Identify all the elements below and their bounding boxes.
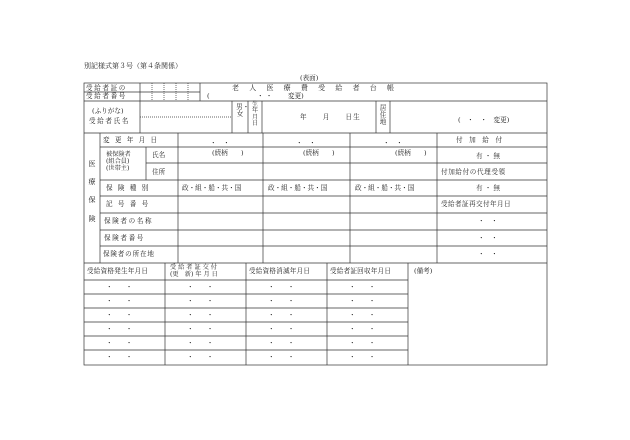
change-date-3[interactable]: ・ ・ [383, 139, 403, 147]
insured-label-2: (組合員) [106, 158, 130, 165]
history-date-cell[interactable]: ・ ・ [268, 325, 295, 333]
card-return-header: 受給者証回収年月日 [330, 267, 392, 275]
kind-options-2[interactable]: 政・組・船・共・国 [268, 184, 328, 192]
history-date-cell[interactable]: ・ ・ [187, 297, 214, 305]
reissue-date-1[interactable]: ・ ・ [478, 217, 498, 225]
insured-name-label: 氏名 [152, 151, 166, 159]
form-caption: 別記様式第３号（第４条関係） [84, 62, 182, 70]
history-date-cell[interactable]: ・ ・ [349, 325, 376, 333]
history-date-cell[interactable]: ・ ・ [268, 297, 295, 305]
cert-label-1: 受給者証の [86, 84, 127, 92]
history-date-cell[interactable]: ・ ・ [187, 353, 214, 361]
history-date-cell[interactable]: ・ ・ [106, 353, 133, 361]
proxy-yes-no[interactable]: 有 ・ 無 [476, 184, 500, 192]
ledger-title: 老 人 医 療 費 受 給 者 台 帳 [232, 84, 399, 92]
history-date-cell[interactable]: ・ ・ [349, 339, 376, 347]
medical-insurance-label: 医療保険 [88, 160, 96, 223]
issue-date-header-2: (更 新) 年 月 日 [170, 271, 218, 278]
reissue-date-3[interactable]: ・ ・ [478, 250, 498, 258]
reissue-date-2[interactable]: ・ ・ [478, 234, 498, 242]
history-date-cell[interactable]: ・ ・ [187, 339, 214, 347]
insured-label-1: 被保険者 [106, 151, 131, 158]
history-date-cell[interactable]: ・ ・ [349, 311, 376, 319]
history-date-cell[interactable]: ・ ・ [187, 311, 214, 319]
history-date-cell[interactable]: ・ ・ [349, 353, 376, 361]
history-date-cell[interactable]: ・ ・ [268, 283, 295, 291]
insurer-address-label: 保険者の所在地 [103, 250, 155, 258]
history-date-cell[interactable]: ・ ・ [349, 297, 376, 305]
eligibility-end-header: 受給資格消滅年月日 [249, 267, 311, 275]
paren-open: ( [207, 92, 210, 100]
history-date-cell[interactable]: ・ ・ [349, 283, 376, 291]
issue-date-header-1: 受 給 者 証 交 付 [170, 264, 217, 271]
change-date-1[interactable]: ・ ・ [210, 139, 230, 147]
birth-date-value: 年 月 日生 [300, 113, 361, 121]
cert-change-dots: ・ ・ [257, 92, 273, 100]
change-date-2[interactable]: ・ ・ [296, 139, 316, 147]
history-date-cell[interactable]: ・ ・ [106, 283, 133, 291]
furigana-label: (ふりがな) [92, 107, 124, 115]
history-date-cell[interactable]: ・ ・ [268, 339, 295, 347]
history-date-cell[interactable]: ・ ・ [187, 325, 214, 333]
proxy-receipt-label: 付加給付の代理受領 [441, 168, 506, 176]
recipient-name-label: 受給者氏名 [89, 117, 130, 125]
kind-options-3[interactable]: 政・組・船・共・国 [355, 184, 415, 192]
history-date-cell[interactable]: ・ ・ [268, 311, 295, 319]
insurer-number-label: 保険者番号 [104, 234, 145, 242]
recipient-name-input[interactable] [141, 118, 231, 132]
history-date-cell[interactable]: ・ ・ [187, 283, 214, 291]
kind-options-1[interactable]: 政・組・船・共・国 [182, 184, 242, 192]
front-side-label: (表面) [300, 74, 319, 82]
history-date-cell[interactable]: ・ ・ [268, 353, 295, 361]
relation-3: (続柄 ) [395, 149, 427, 157]
birth-date-label: 生年月日 [251, 101, 258, 127]
relation-1: (続柄 ) [212, 149, 244, 157]
furigana-input[interactable] [141, 102, 231, 116]
notes-label: (備考) [414, 267, 433, 275]
relation-2: (続柄 ) [303, 149, 335, 157]
supplement-yes-no[interactable]: 有 ・ 無 [476, 152, 500, 160]
history-date-cell[interactable]: ・ ・ [106, 311, 133, 319]
address-change: ( ・ ・ 変更) [458, 116, 510, 124]
insurer-name-label: 保険者の名称 [104, 217, 154, 225]
change-date-label: 変 更 年 月 日 [103, 136, 159, 144]
address-label: 居住地 [379, 104, 387, 126]
insured-label-3: (世帯主) [106, 165, 130, 172]
symbol-number-label: 記 号 番 号 [106, 200, 150, 208]
history-date-cell[interactable]: ・ ・ [106, 339, 133, 347]
insurance-kind-label: 保 険 種 別 [106, 184, 150, 192]
insured-address-label: 住所 [152, 168, 166, 176]
supplement-label: 付 加 給 付 [456, 136, 503, 144]
history-date-cell[interactable]: ・ ・ [106, 297, 133, 305]
cert-label-2: 受給者番号 [86, 92, 127, 100]
sex-label: 男・女 [236, 103, 250, 118]
history-date-cell[interactable]: ・ ・ [106, 325, 133, 333]
cert-change-label: 変更) [288, 92, 304, 100]
reissue-date-label: 受給者証再交付年月日 [441, 200, 511, 208]
eligibility-start-header: 受給資格発生年月日 [87, 267, 149, 275]
